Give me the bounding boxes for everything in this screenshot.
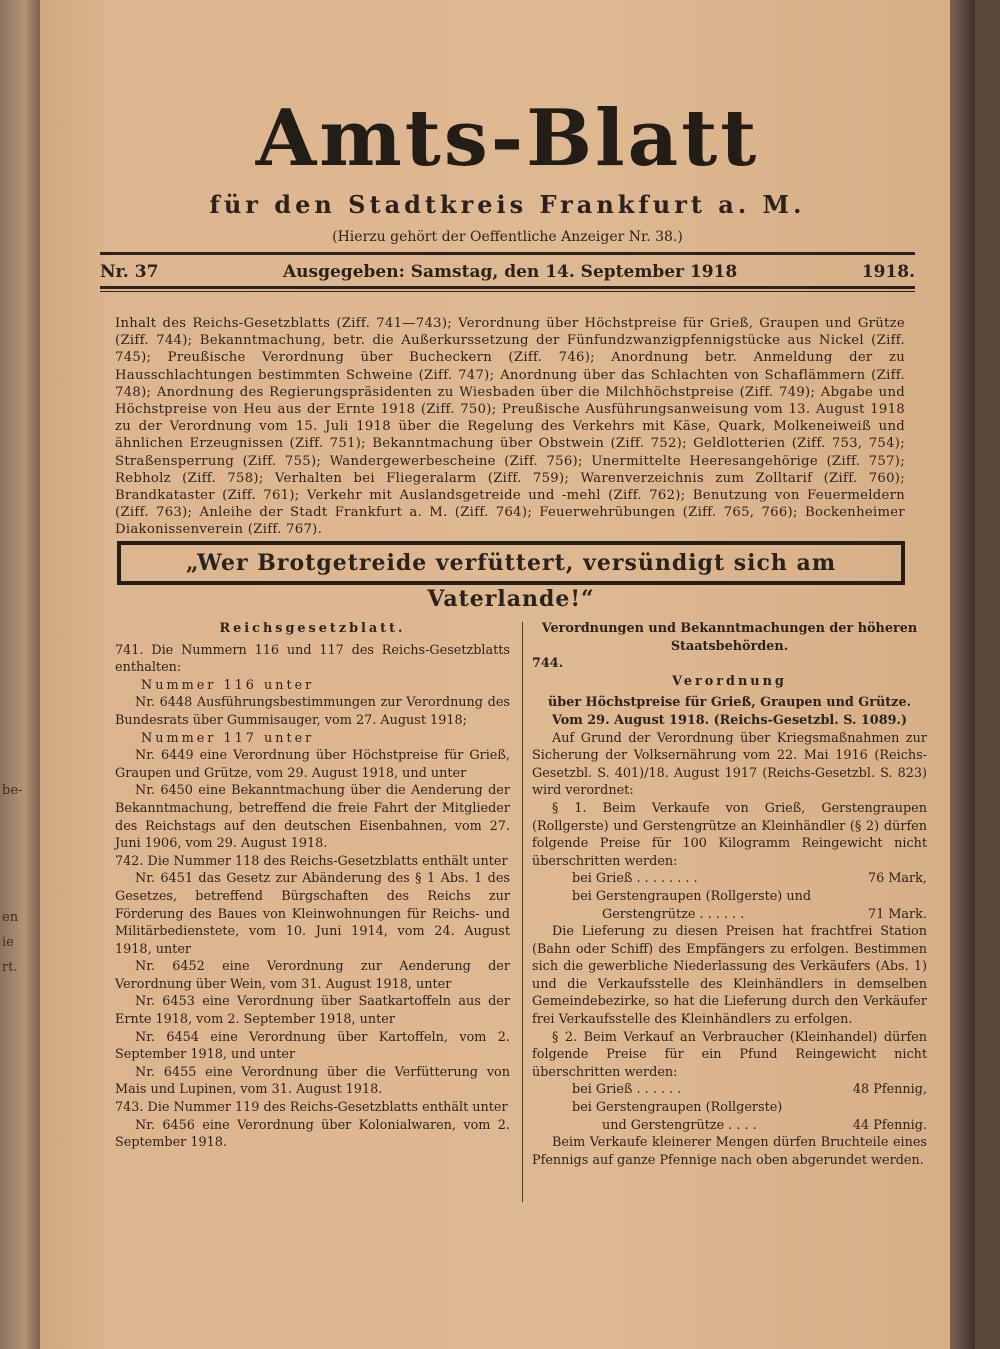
price-line	[532, 870, 927, 888]
issue-line	[100, 262, 915, 282]
paragraph: 742. Die Nummer 118 des Reichs-Gesetzblatts enthält unter	[115, 853, 508, 869]
supplement-note: (Hierzu gehört der Oeffentliche Anzeiger Nr. 38.)	[332, 229, 683, 245]
left-page-fragment: en	[2, 910, 19, 925]
issue-date: Ausgegeben: Samstag, den 14. September 1918	[282, 262, 738, 282]
left-page-fragment: be-	[2, 783, 23, 798]
price-line	[532, 906, 927, 924]
price-line	[532, 1099, 927, 1117]
price-value: 76 Mark,	[867, 871, 927, 887]
ordinance-label: Verordnung	[672, 673, 787, 689]
price-line	[532, 1117, 927, 1135]
masthead	[80, 93, 935, 245]
section-heading: Reichsgesetzblatt.	[219, 621, 406, 636]
section-heading: Verordnungen und Bekanntmachungen der höheren Staatsbehörden.	[541, 621, 918, 654]
subtitle: für den Stadtkreis Frankfurt a. M.	[209, 190, 806, 219]
item-number: 744.	[532, 656, 564, 672]
paragraph: § 1. Beim Verkaufe von Grieß, Gerstengraupen (Rollgerste) und Gerstengrütze an Kleinhändler (§ 2) dürfen folgende Preise für 100 Kilogramm Reingewicht nicht überschritten werden:	[532, 800, 927, 869]
price-label: bei Gerstengraupen (Rollgerste) und	[572, 888, 812, 904]
price-label: und Gerstengrütze . . . .	[602, 1117, 757, 1133]
price-label: bei Gerstengraupen (Rollgerste)	[572, 1100, 783, 1116]
paragraph: § 2. Beim Verkauf an Verbraucher (Kleinhandel) dürfen folgende Preise für ein Pfund Reingewicht nicht überschritten werden:	[532, 1029, 927, 1080]
column-divider	[522, 622, 523, 1202]
paragraph: 741. Die Nummern 116 und 117 des Reichs-Gesetzblatts enthalten:	[115, 642, 510, 676]
document-page	[40, 0, 975, 1349]
page-title: Amts-Blatt	[255, 93, 760, 184]
issue-number: Nr. 37	[100, 262, 159, 282]
price-label: bei Grieß . . . . . . . .	[572, 871, 698, 887]
price-value: 48 Pfennig,	[852, 1082, 927, 1098]
page-edge	[950, 0, 975, 1349]
right-column	[532, 620, 927, 1169]
paragraph: Nr. 6453 eine Verordnung über Saatkartoffeln aus der Ernte 1918, vom 2. September 1918, unter	[115, 994, 510, 1028]
left-column	[115, 620, 510, 1152]
price-line	[532, 1081, 927, 1099]
paragraph: Beim Verkaufe kleinerer Mengen dürfen Bruchteile eines Pfennigs auf ganze Pfennige nach oben abgerundet werden.	[532, 1135, 927, 1168]
price-label: Gerstengrütze . . . . . .	[602, 906, 745, 922]
issue-year: 1918.	[861, 262, 915, 282]
slogan-box: „Wer Brotgetreide verfüttert, versündigt sich am Vaterlande!“	[117, 541, 905, 585]
left-page-fragment: ie	[2, 935, 14, 950]
paragraph: Nr. 6452 eine Verordnung zur Aenderung der Verordnung über Wein, vom 31. August 1918, unter	[115, 959, 510, 992]
paragraph: Nr. 6451 das Gesetz zur Abänderung des § 1 Abs. 1 des Gesetzes, betreffend Bürgschaften des Reichs zur Förderung des Baues von Kleinwohnungen für Reichs- und Militärbedienstete, vom 10. Juni 1914, vom 24. August 1918, unter	[115, 871, 510, 957]
contents-text: Inhalt des Reichs-Gesetzblatts (Ziff. 741—743); Verordnung über Höchstpreise für Grieß, Graupen und Grütze (Ziff. 744); Bekanntmachung, betr. die Außerkurssetzung der Fünfundzwanzigpfennigstücke aus Nickel (Ziff. 745); Preußische Verordnung über Bucheckern (Ziff. 746); Anordnung betr. Anmeldung der zu Hausschlachtungen bestimmten Schweine (Ziff. 747); Anordnung über das Schlachten von Schaflämmern (Ziff. 748); Anordnung des Regierungspräsidenten zu Wiesbaden über die Milchhöchstpreise (Ziff. 749); Abgabe und Höchstpreise von Heu aus der Ernte 1918 (Ziff. 750); Preußische Ausführungsanweisung vom 13. August 1918 zu der Verordnung vom 15. Juli 1918 über die Regelung des Verkehrs mit Käse, Quark, Molkeneiweiß und ähnlichen Erzeugnissen (Ziff. 751); Bekanntmachung über Obstwein (Ziff. 752); Geldlotterien (Ziff. 753, 754); Straßensperrung (Ziff. 755); Wandergewerbescheine (Ziff. 756); Unermittelte Heeresangehörige (Ziff. 757); Rebholz (Ziff. 758); Verhalten bei Fliegeralarm (Ziff. 759); Warenverzeichnis zum Zolltarif (Ziff. 760); Brandkataster (Ziff. 761); Verkehr mit Auslandsgetreide und -mehl (Ziff. 762); Benutzung von Feuermeldern (Ziff. 763); Anleihe der Stadt Frankfurt a. M. (Ziff. 764); Feuerwehrübungen (Ziff. 765, 766); Bockenheimer Diakonissenverein (Ziff. 767).	[115, 316, 905, 538]
paragraph: Nummer 117 unter	[141, 730, 315, 746]
price-value: 44 Pfennig.	[852, 1117, 927, 1133]
paragraph: Nr. 6449 eine Verordnung über Höchstpreise für Grieß, Graupen und Grütze, vom 29. August 1918, und unter	[115, 748, 510, 781]
left-page-edge	[0, 0, 44, 1349]
table-of-contents	[115, 315, 905, 539]
price-label: bei Grieß . . . . . .	[572, 1082, 682, 1098]
paragraph: Auf Grund der Verordnung über Kriegsmaßnahmen zur Sicherung der Volksernährung vom 22. Mai 1916 (Reichs-Gesetzbl. S. 401)/18. August 1917 (Reichs-Gesetzbl. S. 823) wird verordnet:	[532, 730, 927, 799]
paragraph: Nr. 6455 eine Verordnung über die Verfütterung von Mais und Lupinen, vom 31. August 1918.	[115, 1064, 510, 1098]
divider	[100, 286, 915, 289]
paragraph: Nr. 6456 eine Verordnung über Kolonialwaren, vom 2. September 1918.	[115, 1117, 510, 1151]
price-line	[532, 888, 927, 906]
paragraph: 743. Die Nummer 119 des Reichs-Gesetzblatts enthält unter	[115, 1100, 508, 1116]
paragraph: Nummer 116 unter	[141, 677, 315, 693]
paragraph: Nr. 6454 eine Verordnung über Kartoffeln, vom 2. September 1918, und unter	[115, 1029, 510, 1063]
price-value: 71 Mark.	[867, 906, 927, 922]
divider	[100, 291, 915, 292]
paragraph: Nr. 6448 Ausführungsbestimmungen zur Verordnung des Bundesrats über Gummisauger, vom 27. August 1918;	[115, 695, 510, 728]
left-page-fragment: rt.	[2, 960, 18, 975]
divider	[100, 252, 915, 255]
paragraph: Nr. 6450 eine Bekanntmachung über die Aenderung der Bekanntmachung, betreffend die freie Fahrt der Mitglieder des Reichstags auf den deutschen Eisenbahnen, vom 27. Juni 1906, vom 29. August 1918.	[115, 783, 510, 852]
paragraph: Die Lieferung zu diesen Preisen hat frachtfrei Station (Bahn oder Schiff) des Empfängers zu erfolgen. Bestimmen sich die gewerbliche Niederlassung des Verkäufers (Abs. 1) und die Verkaufsstelle des Kleinhändlers in demselben Gemeindebezirke, so hat die Lieferung durch den Verkäufer frei Verkaufsstelle des Kleinhändlers zu erfolgen.	[532, 924, 927, 1028]
ordinance-title: über Höchstpreise für Grieß, Graupen und Grütze. Vom 29. August 1918. (Reichs-Gesetzbl. S. 1089.)	[547, 695, 912, 728]
